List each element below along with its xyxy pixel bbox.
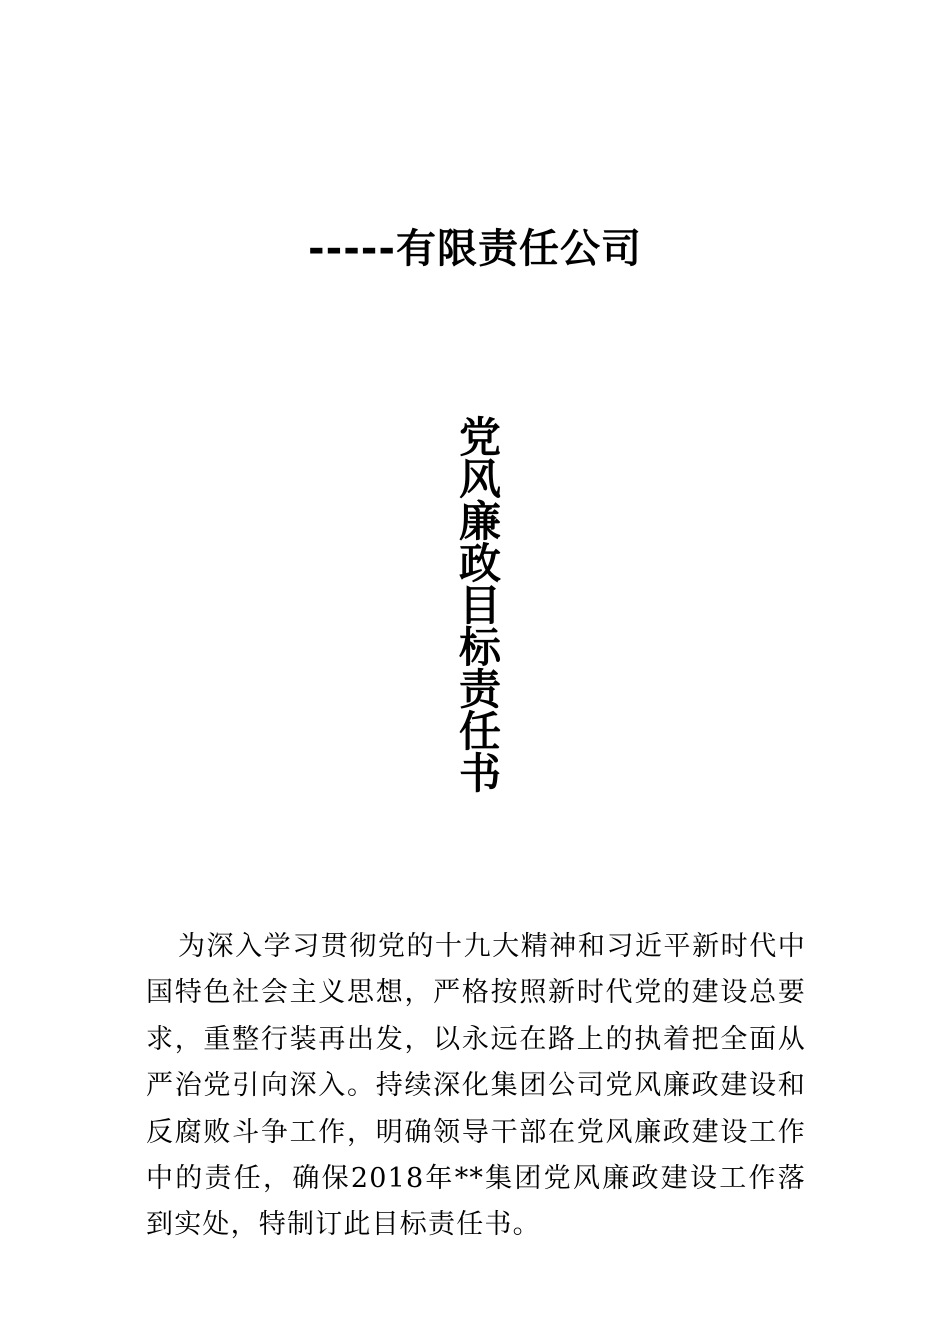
company-title: -----有限责任公司 [307,226,642,272]
body-paragraph: 为深入学习贯彻党的十九大精神和习近平新时代中国特色社会主义思想，严格按照新时代党的建设总要求，重整行装再出发，以永远在路上的执着把全面从严治党引向深入。持续深化集团公司党风廉政建设和反腐败斗争工作，明确领导干部在党风廉政建设工作中的责任，确保2018年**集团党风廉政建设工作落到实处，特制订此目标责任书。 [146,931,806,1241]
document-title: 党风廉政目标责任书 [453,415,502,793]
